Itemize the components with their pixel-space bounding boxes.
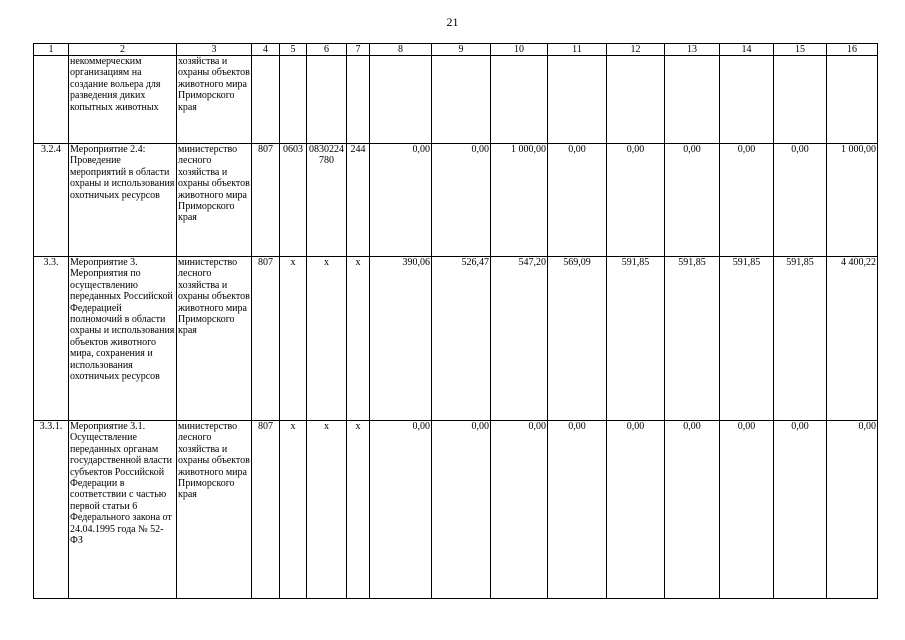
page-number: 21 — [446, 15, 459, 29]
cell-col11: 0,00 — [548, 421, 607, 599]
column-header: 5 — [280, 44, 307, 56]
cell-col15: 0,00 — [774, 144, 827, 257]
table-row — [34, 144, 878, 257]
cell-col9 — [432, 56, 491, 144]
column-header: 15 — [774, 44, 827, 56]
row-number: 3.2.4 — [34, 144, 69, 257]
column-header: 12 — [607, 44, 665, 56]
table-row — [34, 421, 878, 599]
column-header: 6 — [307, 44, 347, 56]
column-header: 16 — [827, 44, 878, 56]
cell-col8: 0,00 — [370, 144, 432, 257]
cell-col10 — [491, 56, 548, 144]
measure-name: Мероприятие 3.1. Осуществление переданных органам государственной власти субъектов Российской Федерации в соответствии с частью первой статьи 6 Федерального закона от 24.04.1995 года № 52-ФЗ — [69, 421, 177, 599]
cell-col13: 0,00 — [665, 421, 720, 599]
column-header: 14 — [720, 44, 774, 56]
cell-col7: х — [347, 257, 370, 421]
cell-col4: 807 — [252, 144, 280, 257]
measure-name: Мероприятие 3. Мероприятия по осуществлению переданных Российской Федерацией полномочий в области охраны и использования объектов животного мира, сохранения и использования охотничьих ресурсов — [69, 257, 177, 421]
cell-col8: 0,00 — [370, 421, 432, 599]
cell-col4 — [252, 56, 280, 144]
cell-col5: х — [280, 421, 307, 599]
executor: хозяйства и охраны объектов животного мира Приморского края — [177, 56, 252, 144]
cell-col7 — [347, 56, 370, 144]
cell-col7: 244 — [347, 144, 370, 257]
cell-col12 — [607, 56, 665, 144]
cell-col16: 4 400,22 — [827, 257, 878, 421]
cell-col14: 0,00 — [720, 144, 774, 257]
cell-col10: 547,20 — [491, 257, 548, 421]
column-header: 7 — [347, 44, 370, 56]
cell-col6: х — [307, 421, 347, 599]
measure-name: Мероприятие 2.4: Проведение мероприятий в области охраны и использования охотничьих ресурсов — [69, 144, 177, 257]
measure-name: некоммерческим организациям на создание вольера для разведения диких копытных животных — [69, 56, 177, 144]
cell-col8 — [370, 56, 432, 144]
cell-col14: 591,85 — [720, 257, 774, 421]
executor: министерство лесного хозяйства и охраны объектов животного мира Приморского края — [177, 144, 252, 257]
column-header: 1 — [34, 44, 69, 56]
table-row — [34, 56, 878, 144]
cell-col11: 0,00 — [548, 144, 607, 257]
cell-col6: х — [307, 257, 347, 421]
cell-col5 — [280, 56, 307, 144]
cell-col12: 0,00 — [607, 421, 665, 599]
column-header: 4 — [252, 44, 280, 56]
executor: министерство лесного хозяйства и охраны объектов животного мира Приморского края — [177, 421, 252, 599]
cell-col15: 591,85 — [774, 257, 827, 421]
column-header: 9 — [432, 44, 491, 56]
cell-col16 — [827, 56, 878, 144]
cell-col14 — [720, 56, 774, 144]
budget-table — [33, 43, 878, 599]
cell-col12: 0,00 — [607, 144, 665, 257]
row-number: 3.3.1. — [34, 421, 69, 599]
column-header: 10 — [491, 44, 548, 56]
column-header: 8 — [370, 44, 432, 56]
row-number: 3.3. — [34, 257, 69, 421]
column-header: 2 — [69, 44, 177, 56]
cell-col11 — [548, 56, 607, 144]
column-header: 11 — [548, 44, 607, 56]
cell-col16: 1 000,00 — [827, 144, 878, 257]
cell-col13: 0,00 — [665, 144, 720, 257]
table-row — [34, 257, 878, 421]
cell-col15: 0,00 — [774, 421, 827, 599]
cell-col8: 390,06 — [370, 257, 432, 421]
cell-col9: 0,00 — [432, 144, 491, 257]
cell-col5: 0603 — [280, 144, 307, 257]
cell-col10: 1 000,00 — [491, 144, 548, 257]
column-header: 13 — [665, 44, 720, 56]
cell-col9: 526,47 — [432, 257, 491, 421]
cell-col5: х — [280, 257, 307, 421]
cell-col12: 591,85 — [607, 257, 665, 421]
cell-col6 — [307, 56, 347, 144]
cell-col13 — [665, 56, 720, 144]
header-row — [34, 44, 878, 56]
cell-col16: 0,00 — [827, 421, 878, 599]
cell-col10: 0,00 — [491, 421, 548, 599]
cell-col15 — [774, 56, 827, 144]
cell-col14: 0,00 — [720, 421, 774, 599]
cell-col7: х — [347, 421, 370, 599]
executor: министерство лесного хозяйства и охраны объектов животного мира Приморского края — [177, 257, 252, 421]
cell-col11: 569,09 — [548, 257, 607, 421]
cell-col4: 807 — [252, 421, 280, 599]
cell-col6: 0830224780 — [307, 144, 347, 257]
cell-col4: 807 — [252, 257, 280, 421]
cell-col9: 0,00 — [432, 421, 491, 599]
cell-col13: 591,85 — [665, 257, 720, 421]
column-header: 3 — [177, 44, 252, 56]
row-number — [34, 56, 69, 144]
